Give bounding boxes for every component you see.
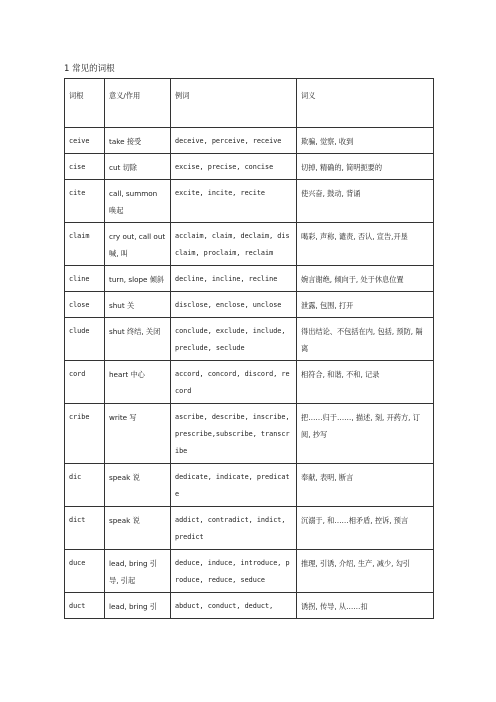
column-header-definition: 词义 — [297, 79, 434, 128]
cell-meaning: lead, bring 引 — [105, 593, 171, 619]
word-root-table — [64, 78, 434, 619]
cell-examples: acclaim, claim, declaim, disclaim, proclaim, reclaim — [171, 223, 297, 266]
cell-root: dict — [65, 507, 105, 550]
table-row — [65, 507, 434, 550]
cell-definition: 喝彩, 声称, 谴责, 否认, 宣告,开垦 — [297, 223, 434, 266]
cell-examples: deceive, perceive, receive — [171, 128, 297, 154]
table-row — [65, 154, 434, 180]
cell-examples: dedicate, indicate, predicate — [171, 464, 297, 507]
cell-meaning: heart 中心 — [105, 361, 171, 404]
cell-root: duce — [65, 550, 105, 593]
cell-definition: 泄露, 包围, 打开 — [297, 292, 434, 318]
cell-definition: 推理, 引诱, 介绍, 生产, 减少, 勾引 — [297, 550, 434, 593]
table-row — [65, 223, 434, 266]
cell-definition: 奉献, 表明, 断言 — [297, 464, 434, 507]
cell-examples: excite, incite, recite — [171, 180, 297, 223]
cell-meaning: call, summon 唤起 — [105, 180, 171, 223]
page-heading: 1 常见的词根 — [64, 64, 115, 74]
cell-definition: 婉言谢绝, 倾向于, 处于休息位置 — [297, 266, 434, 292]
table-row — [65, 266, 434, 292]
cell-examples: conclude, exclude, include, preclude, seclude — [171, 318, 297, 361]
cell-root: close — [65, 292, 105, 318]
cell-root: cord — [65, 361, 105, 404]
cell-definition: 欺骗, 觉察, 收到 — [297, 128, 434, 154]
cell-root: clude — [65, 318, 105, 361]
column-header-root: 词根 — [65, 79, 105, 128]
cell-definition: 把……归于……, 描述, 刻, 开药方, 订阅, 抄写 — [297, 404, 434, 464]
cell-meaning: lead, bring 引导, 引起 — [105, 550, 171, 593]
column-header-meaning: 意义/作用 — [105, 79, 171, 128]
cell-root: claim — [65, 223, 105, 266]
cell-root: cribe — [65, 404, 105, 464]
cell-meaning: cry out, call out 喊, 叫 — [105, 223, 171, 266]
cell-examples: disclose, enclose, unclose — [171, 292, 297, 318]
table-row — [65, 361, 434, 404]
table-row — [65, 318, 434, 361]
cell-meaning: speak 说 — [105, 464, 171, 507]
cell-root: cise — [65, 154, 105, 180]
cell-root: dic — [65, 464, 105, 507]
table-row — [65, 593, 434, 619]
cell-examples: ascribe, describe, inscribe, prescribe,subscribe, transcribe — [171, 404, 297, 464]
cell-meaning: cut 切除 — [105, 154, 171, 180]
cell-root: cline — [65, 266, 105, 292]
cell-definition: 使兴奋, 鼓动, 背诵 — [297, 180, 434, 223]
table-row — [65, 292, 434, 318]
cell-examples: abduct, conduct, deduct, — [171, 593, 297, 619]
cell-definition: 诱拐, 传导, 从……扣 — [297, 593, 434, 619]
column-header-examples: 例词 — [171, 79, 297, 128]
cell-meaning: shut 关 — [105, 292, 171, 318]
table-row — [65, 128, 434, 154]
cell-examples: addict, contradict, indict, predict — [171, 507, 297, 550]
cell-examples: excise, precise, concise — [171, 154, 297, 180]
cell-root: cite — [65, 180, 105, 223]
cell-meaning: turn, slope 倾斜 — [105, 266, 171, 292]
cell-meaning: shut 终结, 关闭 — [105, 318, 171, 361]
cell-examples: deduce, induce, introduce, produce, reduce, seduce — [171, 550, 297, 593]
table-row — [65, 550, 434, 593]
cell-definition: 相符合, 和谐, 不和, 记录 — [297, 361, 434, 404]
table-row — [65, 404, 434, 464]
cell-meaning: speak 说 — [105, 507, 171, 550]
cell-root: duct — [65, 593, 105, 619]
cell-examples: decline, incline, recline — [171, 266, 297, 292]
cell-meaning: take 接受 — [105, 128, 171, 154]
table-row — [65, 464, 434, 507]
cell-examples: accord, concord, discord, record — [171, 361, 297, 404]
cell-definition: 切掉, 精确的, 简明扼要的 — [297, 154, 434, 180]
cell-meaning: write 写 — [105, 404, 171, 464]
cell-definition: 沉溺于, 和……相矛盾, 控诉, 预言 — [297, 507, 434, 550]
table-row — [65, 180, 434, 223]
table-header-row — [65, 79, 434, 128]
cell-definition: 得出结论、不包括在内, 包括, 预防, 隔离 — [297, 318, 434, 361]
cell-root: ceive — [65, 128, 105, 154]
